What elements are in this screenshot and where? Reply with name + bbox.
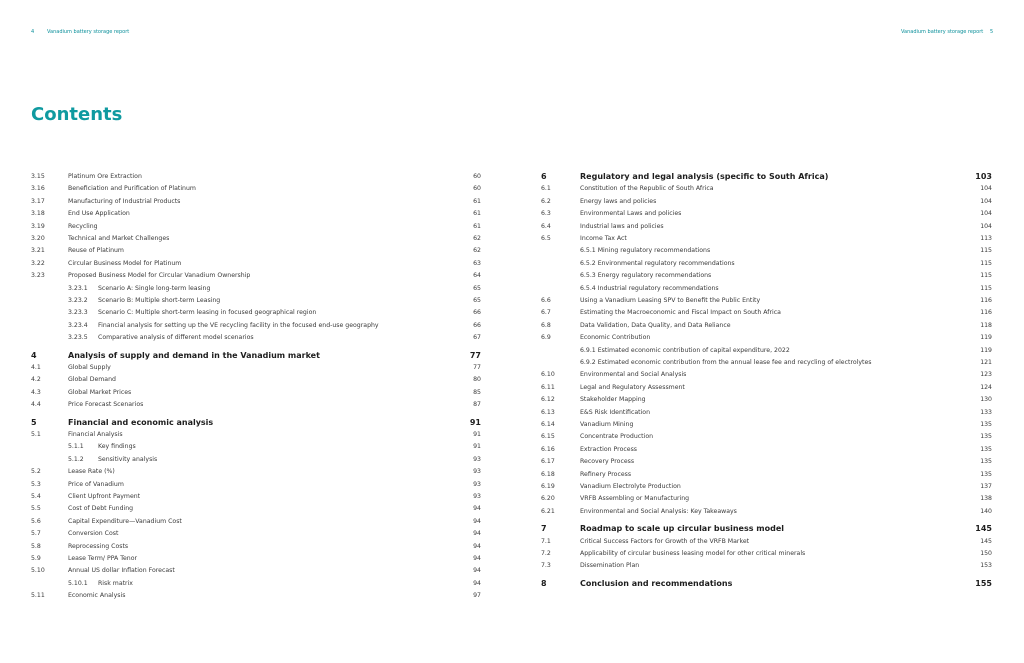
- toc-entry-number: 4.1: [31, 364, 41, 371]
- toc-entry-label: Stakeholder Mapping: [580, 396, 646, 404]
- toc-entry-row[interactable]: [0, 536, 1024, 547]
- right-running-title: Vanadium battery storage report: [901, 29, 984, 35]
- toc-entry-page: 94: [473, 530, 481, 538]
- toc-entry-label: Lease Term/ PPA Tenor: [68, 555, 138, 562]
- toc-entry-page: 104: [980, 222, 992, 230]
- toc-entry-row[interactable]: [0, 456, 1024, 467]
- toc-entry-number: 5.1.2: [68, 455, 84, 463]
- toc-entry-number: 7.1: [541, 537, 551, 545]
- toc-entry-number: 3.18: [31, 210, 45, 218]
- toc-entry-label: 6.9.1 Estimated economic contribution of capital expenditure, 2022: [580, 346, 790, 354]
- toc-entry-row[interactable]: [0, 407, 1024, 418]
- toc-entry-page: 63: [473, 259, 481, 267]
- toc-entry-label: Income Tax Act: [580, 235, 627, 242]
- toc-entry-label: Reprocessing Costs: [68, 542, 129, 550]
- toc-entry-page: 115: [980, 284, 992, 292]
- toc-entry-page: 116: [980, 309, 992, 317]
- toc-entry-page: 137: [980, 483, 992, 490]
- toc-entry-label: Applicability of circular business leasing model for other critical minerals: [580, 550, 806, 557]
- toc-entry-label: Environmental and Social Analysis: Key Takeaways: [580, 507, 737, 515]
- toc-entry-page: 104: [980, 185, 992, 193]
- toc-entry-label: Critical Success Factors for Growth of the VRFB Market: [580, 537, 750, 545]
- toc-entry-row[interactable]: [0, 221, 1024, 232]
- toc-entry-label: Sensitivity analysis: [98, 455, 158, 463]
- toc-entry-label: Economic Contribution: [580, 334, 651, 342]
- toc-entry-row[interactable]: [0, 369, 1024, 380]
- toc-entry-number: 4.3: [31, 388, 41, 396]
- toc-entry-label: Conversion Cost: [68, 530, 119, 538]
- toc-entry-number: 6.14: [541, 421, 555, 428]
- toc-entry-label: Refinery Process: [580, 470, 632, 478]
- toc-entry-label: Proposed Business Model for Circular Vanadium Ownership: [68, 272, 251, 280]
- toc-entry-label: Cost of Debt Funding: [68, 505, 134, 513]
- toc-entry-row[interactable]: [0, 419, 1024, 430]
- toc-entry-number: 4: [31, 350, 37, 360]
- toc-entry-label: Price of Vanadium: [68, 480, 124, 488]
- toc-entry-page: 116: [980, 297, 992, 304]
- toc-entry-number: 5.2: [31, 468, 41, 476]
- toc-entry-row[interactable]: [0, 283, 1024, 294]
- toc-entry-row[interactable]: [0, 493, 1024, 504]
- toc-entry-row[interactable]: [0, 258, 1024, 269]
- toc-entry-label: Estimating the Macroeconomic and Fiscal Impact on South Africa: [580, 309, 781, 317]
- toc-entry-label: Financial analysis for setting up the VE recycling facility in the focused end-use geography: [98, 321, 379, 329]
- toc-entry-page: 93: [473, 480, 481, 488]
- toc-entry-number: 6.6: [541, 297, 551, 304]
- toc-entry-page: 65: [473, 297, 481, 304]
- toc-entry-page: 64: [473, 272, 481, 280]
- toc-entry-label: Global Demand: [68, 376, 116, 384]
- toc-entry-number: 5.6: [31, 517, 41, 525]
- toc-entry-label: Key findings: [98, 443, 136, 451]
- toc-entry-label: Recycling: [68, 222, 98, 230]
- toc-entry-page: 66: [473, 309, 481, 317]
- toc-entry-number: 6.19: [541, 483, 555, 490]
- toc-entry-number: 3.23.1: [68, 284, 88, 292]
- toc-entry-label: Extraction Process: [580, 445, 638, 453]
- toc-entry-row[interactable]: [0, 506, 1024, 517]
- toc-entry-number: 3.23.3: [68, 309, 88, 317]
- toc-entry-number: 8: [541, 578, 547, 588]
- toc-entry-number: 5.10: [31, 567, 45, 575]
- toc-entry-number: 6.5: [541, 235, 551, 242]
- toc-entry-page: 77: [473, 364, 481, 371]
- toc-entry-number: 6.17: [541, 458, 555, 466]
- toc-entry-page: 62: [473, 247, 481, 255]
- toc-entry-page: 91: [473, 443, 481, 451]
- toc-entry-page: 135: [980, 458, 992, 466]
- toc-entry-row[interactable]: [0, 233, 1024, 244]
- toc-entry-label: Environmental Laws and policies: [580, 210, 682, 218]
- right-page-number: 5: [990, 29, 994, 35]
- toc-entry-number: 6.15: [541, 433, 555, 441]
- toc-entry-page: 93: [473, 468, 481, 476]
- toc-entry-label: Industrial laws and policies: [580, 222, 664, 230]
- toc-entry-row[interactable]: [0, 320, 1024, 331]
- toc-entry-page: 153: [980, 562, 992, 570]
- toc-entry-row[interactable]: [0, 307, 1024, 318]
- toc-entry-number: 3.23.2: [68, 297, 88, 304]
- toc-entry-number: 6.11: [541, 383, 555, 391]
- toc-entry-page: 85: [473, 388, 481, 396]
- toc-entry-page: 77: [469, 350, 481, 360]
- toc-entry-page: 87: [473, 401, 481, 409]
- toc-entry-number: 7: [541, 524, 547, 534]
- toc-entry-label: Comparative analysis of different model scenarios: [98, 334, 254, 342]
- toc-entry-row[interactable]: [0, 208, 1024, 219]
- toc-entry-number: 6.10: [541, 371, 555, 379]
- left-running-title: Vanadium battery storage report: [47, 29, 130, 35]
- toc-entry-page: 62: [473, 235, 481, 242]
- toc-entry-number: 5.4: [31, 493, 41, 500]
- toc-entry-label: Scenario C: Multiple short-term leasing in focused geographical region: [98, 309, 317, 317]
- toc-entry-label: Vanadium Mining: [580, 421, 634, 428]
- toc-entry-page: 115: [980, 259, 992, 267]
- toc-entry-label: Lease Rate (%): [68, 468, 115, 476]
- toc-entry-number: 5.9: [31, 555, 41, 562]
- toc-entry-page: 145: [980, 537, 992, 545]
- toc-entry-label: Scenario A: Single long-term leasing: [98, 284, 211, 292]
- toc-entry-page: 94: [473, 579, 481, 587]
- toc-entry-page: 115: [980, 272, 992, 280]
- toc-entry-number: 7.3: [541, 562, 551, 570]
- toc-entry-page: 135: [980, 445, 992, 453]
- toc-entry-row[interactable]: [0, 295, 1024, 306]
- toc-entry-page: 61: [473, 197, 481, 205]
- toc-entry-page: 118: [980, 321, 992, 329]
- toc-entry-label: Reuse of Platinum: [68, 247, 124, 255]
- toc-entry-page: 104: [980, 197, 992, 205]
- toc-entry-label: Manufacturing of Industrial Products: [68, 197, 181, 205]
- toc-entry-number: 3.20: [31, 235, 45, 242]
- toc-entry-label: Data Validation, Data Quality, and Data Reliance: [580, 321, 731, 329]
- toc-entry-page: 66: [473, 321, 481, 329]
- toc-entry-number: 5.5: [31, 505, 41, 513]
- toc-entry-label: Constitution of the Republic of South Africa: [580, 185, 714, 193]
- toc-entry-number: 7.2: [541, 550, 551, 557]
- toc-entry-row[interactable]: [0, 469, 1024, 480]
- toc-entry-label: Energy laws and policies: [580, 197, 657, 205]
- contents-title: Contents: [31, 104, 123, 125]
- toc-entry-number: 6.7: [541, 309, 551, 317]
- toc-entry-label: Regulatory and legal analysis (specific to South Africa): [580, 172, 829, 181]
- toc-entry-page: 60: [473, 173, 481, 180]
- toc-entry-number: 3.19: [31, 222, 45, 230]
- toc-entry-number: 5.10.1: [68, 579, 88, 587]
- toc-entry-number: 6.12: [541, 396, 555, 404]
- toc-entry-number: 6.13: [541, 408, 555, 416]
- toc-chapter-row[interactable]: [0, 171, 1024, 182]
- toc-entry-number: 3.22: [31, 259, 45, 267]
- toc-entry-number: 3.23.5: [68, 334, 88, 342]
- toc-entry-number: 5.1: [31, 431, 41, 438]
- toc-entry-label: 6.5.1 Mining regulatory recommendations: [580, 247, 711, 255]
- toc-entry-page: 123: [980, 371, 992, 379]
- toc-entry-page: 124: [980, 383, 992, 391]
- toc-entry-label: Financial Analysis: [68, 431, 123, 438]
- toc-entry-page: 80: [473, 376, 481, 384]
- toc-entry-page: 133: [980, 408, 992, 416]
- toc-entry-page: 115: [980, 247, 992, 255]
- toc-entry-row[interactable]: [0, 481, 1024, 492]
- toc-entry-row[interactable]: [0, 345, 1024, 356]
- toc-entry-label: 6.5.2 Environmental regulatory recommendations: [580, 259, 735, 267]
- toc-entry-label: Global Market Prices: [68, 388, 132, 396]
- toc-entry-page: 94: [473, 555, 481, 562]
- toc-entry-label: Roadmap to scale up circular business model: [580, 524, 785, 534]
- toc-entry-page: 91: [469, 417, 481, 427]
- toc-entry-number: 6.20: [541, 495, 555, 503]
- toc-entry-number: 6.16: [541, 445, 555, 453]
- toc-entry-label: Client Upfront Payment: [68, 493, 141, 500]
- toc-entry-page: 113: [980, 235, 992, 242]
- toc-entry-row[interactable]: [0, 431, 1024, 442]
- toc-entry-page: 97: [473, 592, 481, 600]
- toc-entry-label: End Use Application: [68, 210, 130, 218]
- toc-entry-label: Environmental and Social Analysis: [580, 371, 687, 379]
- toc-entry-row[interactable]: [0, 560, 1024, 571]
- toc-entry-page: 61: [473, 210, 481, 218]
- toc-entry-number: 5.3: [31, 480, 41, 488]
- toc-entry-page: 60: [473, 185, 481, 193]
- toc-entry-page: 93: [473, 455, 481, 463]
- toc-entry-label: Economic Analysis: [68, 592, 126, 600]
- toc-entry-number: 5.8: [31, 542, 41, 550]
- toc-entry-number: 3.17: [31, 197, 45, 205]
- toc-entry-page: 130: [980, 396, 992, 404]
- left-page-number: 4: [31, 29, 35, 35]
- toc-entry-page: 119: [980, 346, 992, 354]
- toc-entry-number: 6.3: [541, 210, 551, 218]
- toc-entry-label: Global Supply: [68, 364, 111, 371]
- toc-entry-row[interactable]: [0, 548, 1024, 559]
- toc-entry-label: E&S Risk Identification: [580, 408, 650, 416]
- toc-entry-page: 135: [980, 433, 992, 441]
- toc-entry-page: 65: [473, 284, 481, 292]
- toc-entry-label: Concentrate Production: [580, 433, 654, 441]
- toc-entry-page: 94: [473, 567, 481, 575]
- toc-entry-number: 5.11: [31, 592, 45, 600]
- toc-entry-label: Conclusion and recommendations: [580, 578, 733, 588]
- toc-entry-row[interactable]: [0, 270, 1024, 281]
- toc-entry-label: Legal and Regulatory Assessment: [580, 383, 685, 391]
- toc-entry-label: Risk matrix: [98, 579, 133, 587]
- toc-entry-row[interactable]: [0, 245, 1024, 256]
- toc-entry-page: 91: [473, 431, 481, 438]
- toc-entry-row[interactable]: [0, 590, 1024, 601]
- toc-entry-label: Technical and Market Challenges: [68, 235, 170, 242]
- toc-entry-number: 6.8: [541, 321, 551, 329]
- toc-entry-label: Using a Vanadium Leasing SPV to Benefit the Public Entity: [580, 297, 761, 304]
- toc-entry-label: Scenario B: Multiple short-term Leasing: [98, 297, 221, 304]
- toc-entry-number: 3.15: [31, 173, 45, 180]
- toc-entry-page: 145: [975, 524, 992, 534]
- toc-entry-page: 104: [980, 210, 992, 218]
- toc-entry-label: 6.9.2 Estimated economic contribution from the annual lease fee and recycling of electrolytes: [580, 359, 872, 366]
- toc-entry-row[interactable]: [0, 394, 1024, 405]
- toc-chapter-row[interactable]: [0, 523, 1024, 534]
- toc-entry-page: 140: [980, 507, 992, 515]
- toc-entry-number: 6.4: [541, 222, 551, 230]
- toc-entry-label: VRFB Assembling or Manufacturing: [580, 495, 690, 503]
- toc-entry-row[interactable]: [0, 183, 1024, 194]
- toc-entry-number: 3.23: [31, 272, 45, 280]
- toc-entry-page: 138: [980, 495, 992, 503]
- toc-entry-page: 119: [980, 334, 992, 342]
- toc-entry-label: Annual US dollar Inflation Forecast: [68, 567, 175, 575]
- toc-entry-row[interactable]: [0, 382, 1024, 393]
- toc-entry-page: 61: [473, 222, 481, 230]
- toc-entry-number: 5: [31, 417, 37, 427]
- toc-entry-label: 6.5.3 Energy regulatory recommendations: [580, 272, 712, 280]
- toc-entry-page: 93: [473, 493, 481, 500]
- toc-entry-row[interactable]: [0, 196, 1024, 207]
- toc-entry-page: 94: [473, 505, 481, 513]
- toc-entry-page: 94: [473, 542, 481, 550]
- toc-entry-label: Capital Expenditure—Vanadium Cost: [68, 517, 182, 525]
- toc-entry-page: 94: [473, 517, 481, 525]
- toc-entry-page: 135: [980, 421, 992, 428]
- toc-entry-label: Financial and economic analysis: [68, 417, 214, 427]
- toc-entry-number: 4.4: [31, 401, 41, 409]
- toc-entry-number: 6.9: [541, 334, 551, 342]
- toc-entry-number: 6.21: [541, 507, 555, 515]
- toc-entry-page: 150: [980, 550, 992, 557]
- toc-entry-label: Platinum Ore Extraction: [68, 173, 142, 180]
- toc-entry-number: 6.1: [541, 185, 551, 193]
- toc-entry-number: 4.2: [31, 376, 41, 384]
- toc-entry-number: 6: [541, 172, 547, 181]
- toc-chapter-row[interactable]: [0, 578, 1024, 589]
- toc-entry-number: 3.23.4: [68, 321, 88, 329]
- toc-entry-row[interactable]: [0, 357, 1024, 368]
- toc-entry-number: 3.21: [31, 247, 45, 255]
- toc-entry-label: Analysis of supply and demand in the Vanadium market: [68, 350, 320, 360]
- toc-entry-row[interactable]: [0, 444, 1024, 455]
- toc-entry-number: 6.2: [541, 197, 551, 205]
- toc-entry-page: 67: [473, 334, 481, 342]
- toc-entry-label: Recovery Process: [580, 458, 635, 466]
- toc-entry-number: 5.7: [31, 530, 41, 538]
- toc-entry-label: 6.5.4 Industrial regulatory recommendations: [580, 284, 719, 292]
- toc-entry-label: Beneficiation and Purification of Platinum: [68, 185, 196, 193]
- toc-entry-number: 3.16: [31, 185, 45, 193]
- toc-entry-page: 121: [980, 359, 992, 366]
- toc-entry-number: 6.18: [541, 470, 555, 478]
- toc-entry-row[interactable]: [0, 332, 1024, 343]
- toc-entry-label: Vanadium Electrolyte Production: [580, 483, 681, 490]
- toc-entry-page: 103: [975, 172, 992, 181]
- toc-entry-label: Price Forecast Scenarios: [68, 401, 144, 409]
- toc-entry-page: 135: [980, 470, 992, 478]
- toc-entry-label: Circular Business Model for Platinum: [68, 259, 182, 267]
- toc-entry-page: 155: [975, 578, 992, 588]
- toc-entry-number: 5.1.1: [68, 443, 84, 451]
- toc-entry-label: Dissemination Plan: [580, 562, 640, 570]
